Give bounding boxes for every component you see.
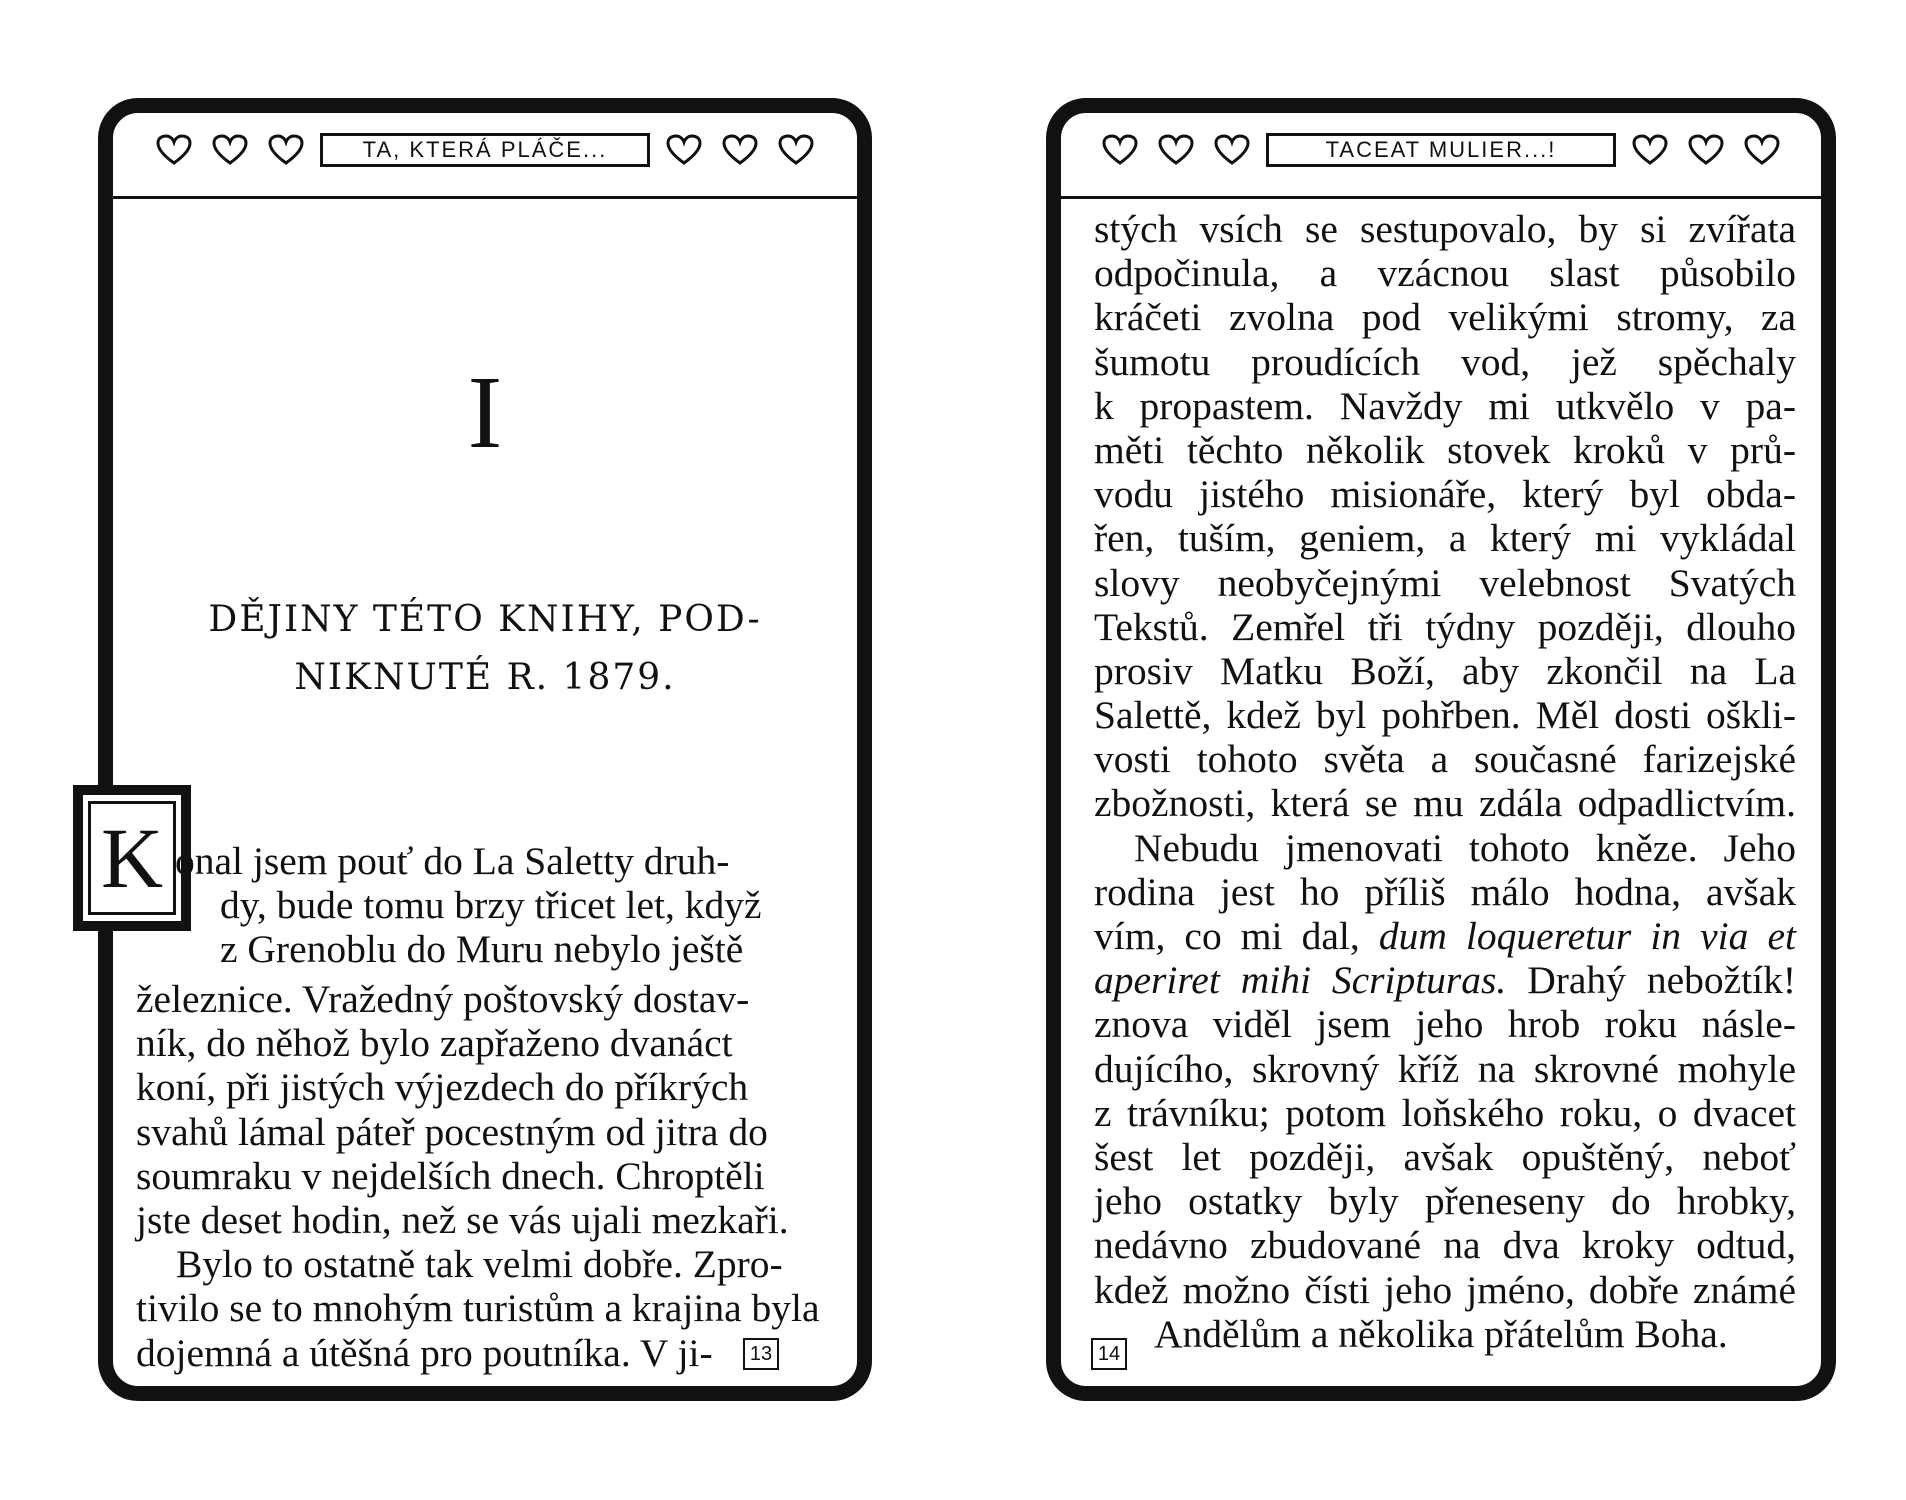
right-page: [1046, 98, 1836, 1401]
page-number: 14: [1091, 1338, 1127, 1370]
heart-ornaments-left: [156, 134, 304, 166]
heart-ornaments-right: [1632, 134, 1780, 166]
text-line: vodu jistého misionáře, který byl obda-: [1094, 472, 1796, 517]
running-title: TA, KTERÁ PLÁČE...: [320, 133, 650, 167]
text-line: onal jsem pouť do La Saletty druh-: [175, 839, 730, 883]
heart-ornaments-right: [666, 134, 814, 166]
text-line: kdež možno čísti jeho jméno, dobře známé: [1094, 1267, 1796, 1312]
text-line: ník, do něhož bylo zapřaženo dvanáct: [136, 1021, 733, 1066]
text-line: k propastem. Navždy mi utkvělo v pa-: [1094, 383, 1796, 428]
heart-icon: [268, 134, 304, 166]
text-line-mixed: [1094, 914, 1796, 958]
heart-icon: [1744, 134, 1780, 166]
heart-icon: [1688, 134, 1724, 166]
heart-icon: [1158, 134, 1194, 166]
text-segment: Drahý nebožtík!: [1506, 958, 1796, 1003]
text-line: měti těchto několik stovek kroků v prů-: [1094, 427, 1796, 472]
text-line: dy, bude tomu brzy třicet let, když: [220, 883, 762, 928]
text-line: tivilo se to mnohým turistům a krajina byla: [136, 1286, 820, 1331]
header-rule: [1061, 196, 1821, 199]
paragraph-opening: [175, 839, 762, 972]
running-title: TACEAT MULIER...!: [1266, 133, 1616, 167]
drop-cap: [73, 785, 191, 931]
left-page: [98, 98, 872, 1401]
text-line: znova viděl jsem jeho hrob roku násle-: [1094, 1002, 1796, 1047]
text-line-mixed: [1094, 958, 1796, 1002]
text-line: šest let později, avšak opuštěný, neboť: [1094, 1134, 1796, 1179]
chapter-number: I: [467, 355, 503, 470]
text-line: kráčeti zvolna pod velikými stromy, za: [1094, 295, 1796, 340]
italic-latin: dum loqueretur in via et: [1378, 914, 1796, 958]
heart-icon: [1632, 134, 1668, 166]
text-line: jste deset hodin, než se vás ujali mezkaři.: [136, 1197, 789, 1242]
text-line: šumotu proudících vod, jež spěchaly: [1094, 339, 1796, 384]
text-line: koní, při jistých výjezdech do příkrých: [136, 1065, 749, 1110]
page-body: [1094, 207, 1796, 1356]
page-header: [113, 123, 857, 177]
chapter-title: [153, 591, 817, 707]
heart-icon: [778, 134, 814, 166]
text-line: soumraku v nejdelších dnech. Chroptěli: [136, 1153, 765, 1198]
text-line: svahů lámal páteř pocestným od jitra do: [136, 1109, 768, 1154]
text-line: stých vsích se sestupovalo, by si zvířata: [1094, 207, 1796, 251]
heart-ornaments-left: [1102, 134, 1250, 166]
page-number: 13: [743, 1338, 779, 1370]
text-line: odpočinula, a vzácnou slast působilo: [1094, 251, 1796, 296]
text-line: slovy neobyčejnými velebnost Svatých: [1094, 560, 1796, 605]
drop-cap-letter: K: [88, 801, 176, 915]
heart-icon: [666, 134, 702, 166]
chapter-title-line: NIKNUTÉ R. 1879.: [294, 657, 676, 698]
heart-icon: [156, 134, 192, 166]
text-line: Tekstů. Zemřel tři týdny později, dlouho: [1094, 604, 1796, 649]
page-header: [1061, 123, 1821, 177]
heart-icon: [212, 134, 248, 166]
text-segment: vím, co mi dal,: [1094, 914, 1379, 958]
text-line: železnice. Vražedný poštovský dostav-: [136, 977, 750, 1021]
text-line: rodina jest ho příliš málo hodna, avšak: [1094, 869, 1796, 914]
text-line: z Grenoblu do Muru nebylo ještě: [220, 927, 744, 972]
text-line: Bylo to ostatně tak velmi dobře. Zpro-: [176, 1242, 783, 1287]
heart-icon: [1102, 134, 1138, 166]
heart-icon: [1214, 134, 1250, 166]
text-line: prosiv Matku Boží, aby zkončil na La: [1094, 648, 1796, 693]
text-line: řen, tuším, geniem, a který mi vykládal: [1094, 516, 1796, 561]
text-line: jeho ostatky byly přeneseny do hrobky,: [1094, 1179, 1796, 1224]
text-line: Salettě, kdež byl pohřben. Měl dosti oškli-: [1094, 693, 1796, 738]
header-rule: [113, 196, 857, 199]
text-line: dujícího, skrovný kříž na skrovné mohyle: [1094, 1046, 1796, 1091]
text-line: nedávno zbudované na dva kroky odtud,: [1094, 1223, 1796, 1268]
text-line: Andělům a několika přátelům Boha.: [1154, 1311, 1728, 1356]
text-line: zbožnosti, která se mu zdála odpadlictvím.: [1094, 781, 1796, 826]
text-line: Nebudu jmenovati tohoto kněze. Jeho: [1134, 825, 1796, 870]
heart-icon: [722, 134, 758, 166]
italic-latin: aperiret mihi Scripturas.: [1094, 958, 1507, 1003]
text-line: z trávníku; potom loňského roku, o dvacet: [1094, 1090, 1796, 1135]
chapter-title-line: DĚJINY TÉTO KNIHY, POD-: [208, 599, 762, 640]
text-line: vosti tohoto světa a současné farizejské: [1094, 737, 1796, 782]
text-line: dojemná a útěšná pro poutníka. V ji-: [136, 1330, 713, 1375]
